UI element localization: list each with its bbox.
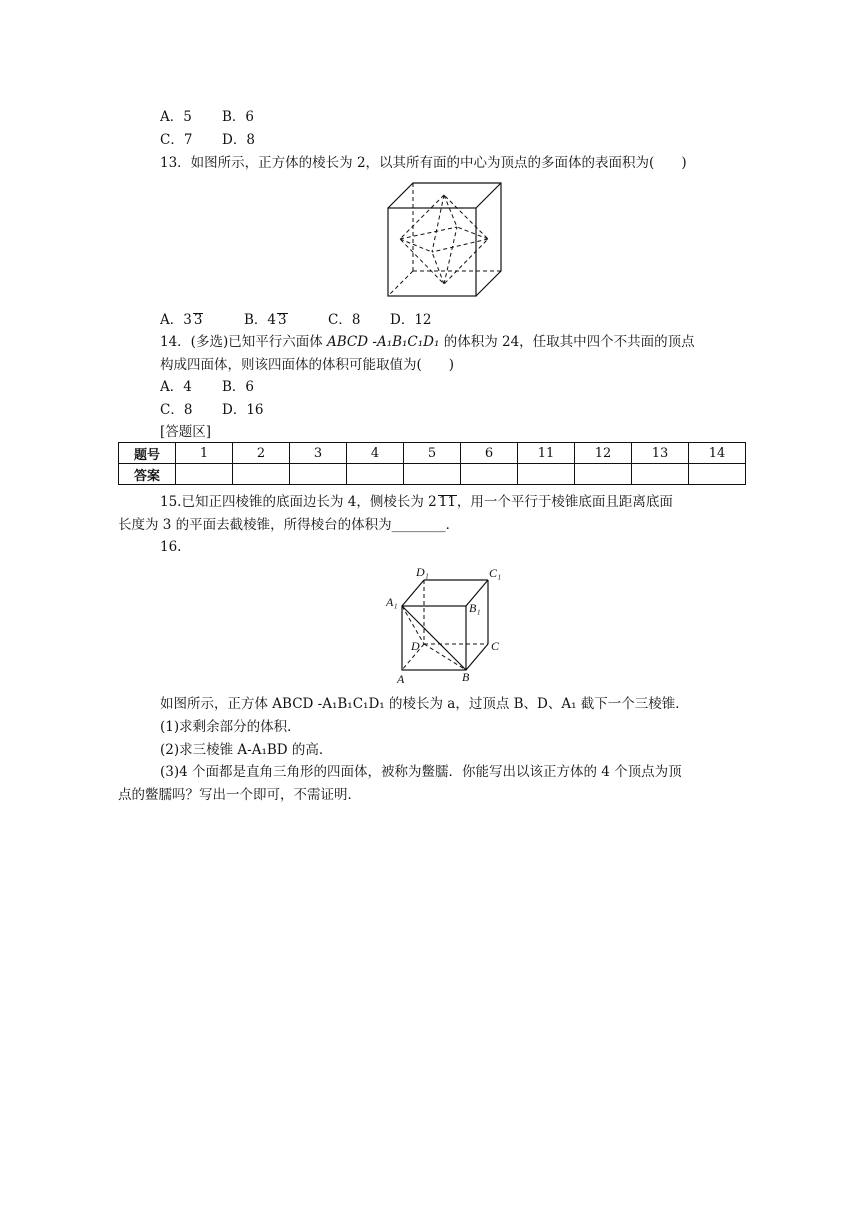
table-row-answers: [119, 464, 746, 485]
q13-option-c: C．8: [328, 312, 361, 328]
label-c: C: [491, 639, 500, 653]
q14-option-b: B．6: [222, 379, 255, 395]
table-cell: 2: [233, 443, 290, 464]
table-cell: 13: [632, 443, 689, 464]
q14-option-a: A．4: [160, 379, 192, 395]
answer-cell[interactable]: [347, 464, 404, 485]
answer-cell[interactable]: [233, 464, 290, 485]
answer-cell[interactable]: [461, 464, 518, 485]
sqrt-radicand: 11: [438, 494, 456, 510]
q12-option-a: A．5: [160, 109, 192, 125]
answer-cell[interactable]: [632, 464, 689, 485]
q16-number: 16.: [160, 539, 182, 555]
q12-option-c: C．7: [160, 132, 193, 148]
label-a1: A₁: [386, 595, 398, 609]
q12-options-row1: [160, 108, 254, 126]
table-cell: 14: [689, 443, 746, 464]
label-b: B: [462, 670, 470, 684]
q12-options-row2: [160, 131, 255, 149]
sqrt-radicand: 3: [193, 312, 203, 328]
q13-option-d: D．12: [390, 312, 432, 328]
label-c1: C₁: [489, 566, 502, 580]
q13-options: [160, 311, 432, 329]
label-a: A: [397, 672, 405, 684]
answer-cell[interactable]: [290, 464, 347, 485]
q14-options-row1: [160, 378, 254, 396]
q15-stem-line2: 长度为 3 的平面去截棱锥，所得棱台的体积为________．: [118, 517, 460, 533]
q13-option-a: A．3 3: [160, 312, 203, 328]
table-header-answer: 答案: [119, 464, 176, 485]
table-cell: 11: [518, 443, 575, 464]
table-cell: 6: [461, 443, 518, 464]
answer-cell[interactable]: [575, 464, 632, 485]
sqrt-radicand: 3: [278, 312, 287, 328]
table-header-number: 题号: [119, 443, 176, 464]
cube-abcd-figure: [380, 564, 520, 684]
q16-part2: (2)求三棱锥 A-A₁BD 的高．: [160, 742, 333, 758]
answer-cell[interactable]: [689, 464, 746, 485]
answer-area-label: [答题区]: [160, 424, 212, 440]
q15-stem-line1: 15.已知正四棱锥的底面边长为 4，侧棱长为 2 11，用一个平行于棱锥底面且距离底面: [160, 494, 673, 510]
q14-stem-line2: 构成四面体，则该四面体的体积可能取值为( ): [160, 357, 455, 373]
answer-cell[interactable]: [176, 464, 233, 485]
q12-option-b: B．6: [222, 109, 255, 125]
q14-option-d: D．16: [222, 402, 264, 418]
answer-table: [118, 442, 746, 485]
table-cell: 3: [290, 443, 347, 464]
q14-options-row2: [160, 401, 264, 419]
table-cell: 5: [404, 443, 461, 464]
table-cell: 12: [575, 443, 632, 464]
table-cell: 4: [347, 443, 404, 464]
label-b1: B₁: [469, 601, 481, 615]
q16-part3-line2: 点的鳖臑吗？写出一个即可，不需证明．: [118, 787, 361, 803]
label-d1: D₁: [416, 565, 429, 579]
q13-option-b: B．4 3: [244, 312, 287, 328]
q14-option-c: C．8: [160, 402, 193, 418]
table-row-numbers: [119, 443, 746, 464]
q14-stem-line1: 14．(多选)已知平行六面体 ABCD -A₁B₁C₁D₁ 的体积为 24，任取其中四个不共面的顶点: [160, 334, 695, 350]
label-d: D: [411, 639, 420, 653]
q16-part1: (1)求剩余部分的体积．: [160, 719, 301, 735]
q13-stem: 13．如图所示，正方体的棱长为 2，以其所有面的中心为顶点的多面体的表面积为( ): [160, 155, 687, 171]
answer-cell[interactable]: [404, 464, 461, 485]
cube-octahedron-figure: [382, 178, 522, 318]
q16-part3-line1: (3)4 个面都是直角三角形的四面体，被称为鳖臑．你能写出以该正方体的 4 个顶点为顶: [160, 764, 682, 780]
table-cell: 1: [176, 443, 233, 464]
q12-option-d: D．8: [222, 132, 255, 148]
q16-stem: 如图所示，正方体 ABCD -A₁B₁C₁D₁ 的棱长为 a，过顶点 B、D、A₁ 截下一个三棱锥．: [160, 696, 689, 712]
answer-cell[interactable]: [518, 464, 575, 485]
